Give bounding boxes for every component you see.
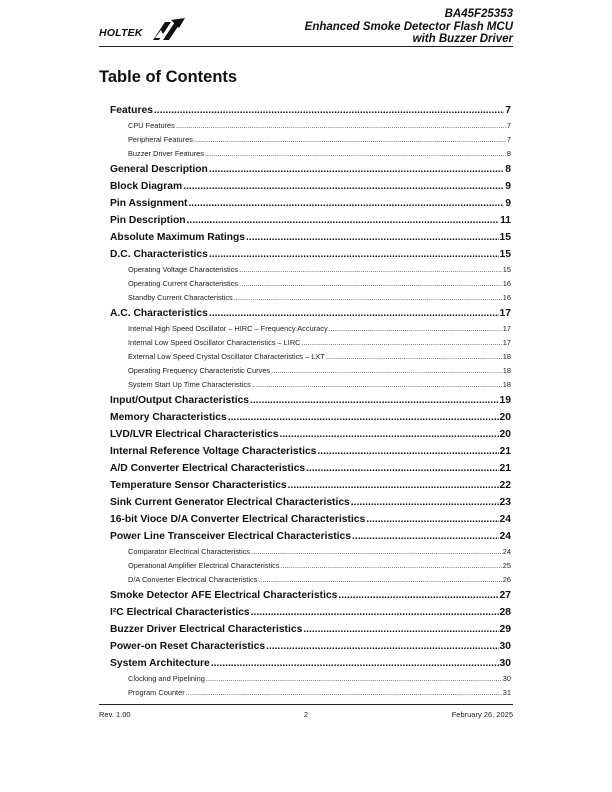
toc-entry-title: Internal Low Speed Oscillator Characteristics – LIRC bbox=[128, 338, 301, 347]
toc-section-entry[interactable] bbox=[110, 197, 511, 214]
toc-entry-title: Operating Frequency Characteristic Curves bbox=[128, 366, 271, 375]
toc-dot-leader bbox=[209, 164, 504, 175]
toc-entry-title: Operating Voltage Characteristics bbox=[128, 265, 239, 274]
toc-entry-page: 27 bbox=[499, 590, 511, 601]
toc-subsection-entry[interactable] bbox=[110, 338, 511, 352]
toc-section-entry[interactable] bbox=[110, 623, 511, 640]
toc-entry-title: Comparator Electrical Characteristics bbox=[128, 547, 250, 556]
toc-entry-title: Pin Assignment bbox=[110, 198, 188, 209]
toc-entry-title: Temperature Sensor Characteristics bbox=[110, 480, 287, 491]
toc-section-entry[interactable] bbox=[110, 163, 511, 180]
toc-dot-leader bbox=[211, 658, 499, 669]
toc-dot-leader bbox=[188, 198, 504, 209]
toc-dot-leader bbox=[326, 352, 502, 361]
toc-entry-page: 17 bbox=[502, 338, 511, 347]
toc-dot-leader bbox=[154, 105, 504, 116]
toc-dot-leader bbox=[338, 590, 498, 601]
toc-subsection-entry[interactable] bbox=[110, 366, 511, 380]
toc-dot-leader bbox=[239, 265, 502, 274]
toc-dot-leader bbox=[281, 561, 502, 570]
toc-dot-leader bbox=[187, 215, 500, 226]
toc-entry-title: Operating Current Characteristics bbox=[128, 279, 239, 288]
toc-subsection-entry[interactable] bbox=[110, 135, 511, 149]
toc-entry-title: Buzzer Driver Features bbox=[128, 149, 204, 158]
document-title-line: BA45F25353 bbox=[444, 8, 513, 20]
page-number: 2 bbox=[303, 710, 309, 719]
toc-entry-page: 31 bbox=[502, 688, 511, 697]
toc-entry-page: 24 bbox=[499, 531, 511, 542]
toc-section-entry[interactable] bbox=[110, 496, 511, 513]
toc-subsection-entry[interactable] bbox=[110, 380, 511, 394]
toc-entry-title: Standby Current Characteristics bbox=[128, 293, 233, 302]
toc-dot-leader bbox=[209, 308, 499, 319]
toc-entry-title: Absolute Maximum Ratings bbox=[110, 232, 246, 243]
toc-section-entry[interactable] bbox=[110, 589, 511, 606]
toc-entry-title: General Description bbox=[110, 164, 208, 175]
toc-entry-page: 21 bbox=[499, 446, 511, 457]
toc-section-entry[interactable] bbox=[110, 445, 511, 462]
toc-entry-title: D.C. Characteristics bbox=[110, 249, 208, 260]
document-date: February 26, 2025 bbox=[451, 710, 513, 719]
toc-dot-leader bbox=[205, 149, 506, 158]
toc-dot-leader bbox=[329, 324, 502, 333]
toc-dot-leader bbox=[194, 135, 506, 144]
toc-entry-title: LVD/LVR Electrical Characteristics bbox=[110, 429, 279, 440]
toc-entry-page: 24 bbox=[502, 547, 511, 556]
toc-entry-title: Internal High Speed Oscillator – HIRC – Frequency Accuracy bbox=[128, 324, 328, 333]
toc-section-entry[interactable] bbox=[110, 513, 511, 530]
toc-dot-leader bbox=[246, 232, 499, 243]
toc-entry-title: Internal Reference Voltage Characteristics bbox=[110, 446, 317, 457]
holtek-logo bbox=[99, 16, 191, 42]
toc-dot-leader bbox=[266, 641, 498, 652]
toc-entry-page: 7 bbox=[506, 121, 511, 130]
toc-subsection-entry[interactable] bbox=[110, 121, 511, 135]
toc-entry-page: 25 bbox=[502, 561, 511, 570]
toc-dot-leader bbox=[234, 293, 502, 302]
toc-entry-page: 17 bbox=[502, 324, 511, 333]
toc-section-entry[interactable] bbox=[110, 657, 511, 674]
toc-entry-page: 8 bbox=[505, 164, 511, 175]
toc-subsection-entry[interactable] bbox=[110, 293, 511, 307]
toc-section-entry[interactable] bbox=[110, 248, 511, 265]
toc-entry-page: 11 bbox=[500, 215, 511, 226]
toc-dot-leader bbox=[306, 463, 498, 474]
toc-section-entry[interactable] bbox=[110, 307, 511, 324]
toc-dot-leader bbox=[252, 380, 502, 389]
document-title-line: Enhanced Smoke Detector Flash MCU bbox=[304, 20, 513, 33]
toc-dot-leader bbox=[366, 514, 498, 525]
toc-dot-leader bbox=[228, 412, 499, 423]
toc-entry-page: 24 bbox=[499, 514, 511, 525]
toc-entry-title: Memory Characteristics bbox=[110, 412, 227, 423]
toc-entry-page: 18 bbox=[502, 380, 511, 389]
toc-entry-page: 18 bbox=[502, 366, 511, 375]
toc-entry-title: Input/Output Characteristics bbox=[110, 395, 250, 406]
toc-entry-title: Features bbox=[110, 105, 153, 116]
toc-subsection-entry[interactable] bbox=[110, 324, 511, 338]
toc-section-entry[interactable] bbox=[110, 479, 511, 496]
toc-dot-leader bbox=[302, 338, 502, 347]
toc-section-entry[interactable] bbox=[110, 104, 511, 121]
toc-entry-page: 19 bbox=[499, 395, 511, 406]
toc-dot-leader bbox=[209, 249, 499, 260]
toc-entry-page: 20 bbox=[499, 412, 511, 423]
toc-entry-title: Power-on Reset Characteristics bbox=[110, 641, 266, 652]
toc-section-entry[interactable] bbox=[110, 606, 511, 623]
toc-dot-leader bbox=[317, 446, 498, 457]
toc-entry-page: 26 bbox=[502, 575, 511, 584]
toc-entry-title: Sink Current Generator Electrical Characteristics bbox=[110, 497, 350, 508]
toc-section-entry[interactable] bbox=[110, 411, 511, 428]
toc-entry-page: 15 bbox=[499, 232, 511, 243]
toc-section-entry[interactable] bbox=[110, 462, 511, 479]
toc-dot-leader bbox=[352, 531, 499, 542]
toc-heading: Table of Contents bbox=[99, 68, 238, 86]
toc-entry-title: System Architecture bbox=[110, 658, 210, 669]
toc-dot-leader bbox=[206, 674, 502, 683]
toc-entry-title: Operational Amplifier Electrical Characteristics bbox=[128, 561, 280, 570]
toc-subsection-entry[interactable] bbox=[110, 688, 511, 702]
toc-dot-leader bbox=[351, 497, 499, 508]
toc-entry-title: A/D Converter Electrical Characteristics bbox=[110, 463, 306, 474]
toc-entry-page: 20 bbox=[499, 429, 511, 440]
toc-entry-title: Clocking and Pipelining bbox=[128, 674, 205, 683]
toc-subsection-entry[interactable] bbox=[110, 265, 511, 279]
document-title-line: with Buzzer Driver bbox=[412, 33, 513, 45]
toc-entry-page: 7 bbox=[505, 105, 511, 116]
toc-dot-leader bbox=[250, 395, 499, 406]
toc-entry-page: 30 bbox=[502, 674, 511, 683]
toc-entry-page: 16 bbox=[502, 293, 511, 302]
page-header bbox=[99, 6, 513, 47]
toc-entry-title: D/A Converter Electrical Characteristics bbox=[128, 575, 258, 584]
toc-entry-title: I²C Electrical Characteristics bbox=[110, 607, 250, 618]
toc-dot-leader bbox=[279, 429, 498, 440]
toc-dot-leader bbox=[251, 607, 499, 618]
toc-entry-page: 17 bbox=[499, 308, 511, 319]
toc-subsection-entry[interactable] bbox=[110, 352, 511, 366]
toc-entry-title: 16-bit Vioce D/A Converter Electrical Characteristics bbox=[110, 514, 366, 525]
toc-entry-page: 29 bbox=[499, 624, 511, 635]
toc-subsection-entry[interactable] bbox=[110, 674, 511, 688]
toc-entry-page: 30 bbox=[499, 658, 511, 669]
toc-dot-leader bbox=[239, 279, 502, 288]
toc-dot-leader bbox=[176, 121, 506, 130]
toc-dot-leader bbox=[271, 366, 502, 375]
toc-subsection-entry[interactable] bbox=[110, 149, 511, 163]
revision-label: Rev. 1.00 bbox=[99, 710, 131, 719]
toc-entry-title: Pin Description bbox=[110, 215, 186, 226]
toc-dot-leader bbox=[186, 688, 502, 697]
toc-section-entry[interactable] bbox=[110, 394, 511, 411]
toc-section-entry[interactable] bbox=[110, 428, 511, 445]
toc-dot-leader bbox=[183, 181, 504, 192]
toc-subsection-entry[interactable] bbox=[110, 575, 511, 589]
toc-entry-page: 15 bbox=[499, 249, 511, 260]
toc-entry-page: 15 bbox=[502, 265, 511, 274]
toc-entry-title: Buzzer Driver Electrical Characteristics bbox=[110, 624, 303, 635]
toc-entry-page: 8 bbox=[506, 149, 511, 158]
toc-entry-page: 9 bbox=[505, 198, 511, 209]
toc-section-entry[interactable] bbox=[110, 180, 511, 197]
holtek-logo-icon bbox=[151, 16, 187, 42]
toc-section-entry[interactable] bbox=[110, 640, 511, 657]
toc-entry-page: 9 bbox=[505, 181, 511, 192]
toc-entry-page: 7 bbox=[506, 135, 511, 144]
toc-entry-title: External Low Speed Crystal Oscillator Characteristics – LXT bbox=[128, 352, 325, 361]
page-footer bbox=[99, 704, 513, 719]
toc-dot-leader bbox=[303, 624, 498, 635]
toc-entry-page: 16 bbox=[502, 279, 511, 288]
toc-entry-page: 30 bbox=[499, 641, 511, 652]
toc-subsection-entry[interactable] bbox=[110, 279, 511, 293]
toc-entry-title: Smoke Detector AFE Electrical Characteristics bbox=[110, 590, 338, 601]
toc-entry-title: Power Line Transceiver Electrical Characteristics bbox=[110, 531, 351, 542]
toc-entry-title: Block Diagram bbox=[110, 181, 183, 192]
toc-entry-title: System Start Up Time Characteristics bbox=[128, 380, 251, 389]
toc-section-entry[interactable] bbox=[110, 530, 511, 547]
toc-dot-leader bbox=[251, 547, 502, 556]
toc-entry-page: 22 bbox=[499, 480, 511, 491]
toc-entry-title: A.C. Characteristics bbox=[110, 308, 208, 319]
toc-entry-title: CPU Features bbox=[128, 121, 175, 130]
logo-text: HOLTEK bbox=[99, 27, 143, 39]
toc-subsection-entry[interactable] bbox=[110, 547, 511, 561]
toc-subsection-entry[interactable] bbox=[110, 561, 511, 575]
toc-entry-title: Program Counter bbox=[128, 688, 185, 697]
toc-dot-leader bbox=[258, 575, 501, 584]
toc-entry-page: 18 bbox=[502, 352, 511, 361]
toc-dot-leader bbox=[288, 480, 499, 491]
toc-section-entry[interactable] bbox=[110, 231, 511, 248]
toc-entry-page: 23 bbox=[499, 497, 511, 508]
toc-entry-page: 28 bbox=[499, 607, 511, 618]
toc-entry-title: Peripheral Features bbox=[128, 135, 193, 144]
document-title bbox=[305, 8, 513, 46]
toc-section-entry[interactable] bbox=[110, 214, 511, 231]
table-of-contents bbox=[110, 104, 511, 702]
toc-entry-page: 21 bbox=[499, 463, 511, 474]
